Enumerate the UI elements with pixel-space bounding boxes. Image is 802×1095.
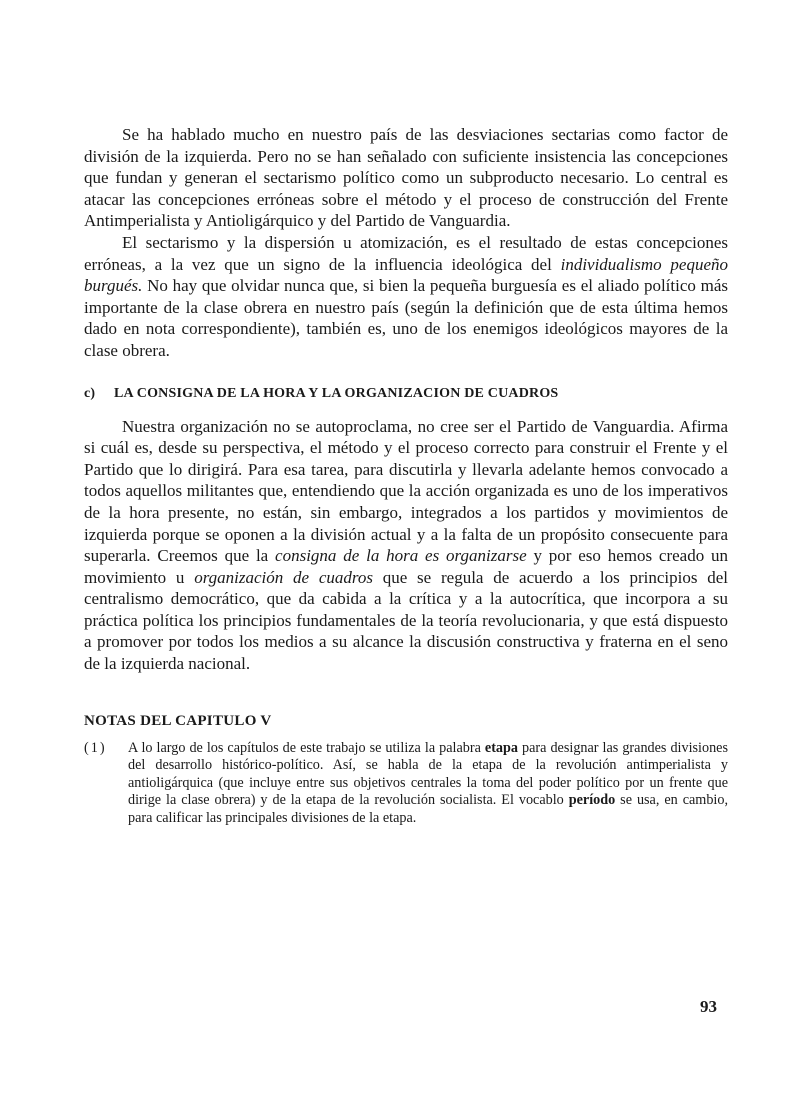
footnote-number: (1) [84,739,107,756]
section-heading [84,386,728,402]
page-content [84,124,728,828]
footnote [84,740,728,828]
emphasis-text: organización de cuadros [194,567,373,587]
emphasis-text: consigna de la hora es organizarse [275,546,527,566]
paragraph-sectarismo-causa [84,232,728,362]
section-title: LA CONSIGNA DE LA HORA Y LA ORGANIZACION DE CUADROS [114,385,559,401]
paragraph-text: No hay que olvidar nunca que, si bien la pequeña burguesía es el aliado político más importante de la clase obrera en nuestro país (según la definición que de esta última hemos dado en nota correspondiente), también es, uno de los enemigos ideológicos mayores de la clase obrera. [84,276,728,360]
emphasis-text: individualismo pequeño burgués. [84,254,728,296]
paragraph-text: que se regula de acuerdo a los principios del centralismo democrático, que da cabida a la crítica y a la autocrítica, que incorpora a su práctica política los principios fundamentales de la teoría revolucionaria, y que está dispuesto a promover por todos los medios a su alcance la discusión constructiva y fraterna en el seno de la izquierda nacional. [84,567,728,674]
paragraph-text: El sectarismo y la dispersión u atomización, es el resultado de estas concepciones erróneas, a la vez que un signo de la influencia ideológica del [84,232,728,274]
page-number: 93 [700,997,717,1016]
footnote-text: para designar las grandes divisiones del desarrollo histórico-político. Así, se habla de la etapa de la revolución antimperialista y antioligárquica (que incluye entre sus objetivos centrales la toma del poder político por un frente que dirige la clase obrera) y de la etapa de la revolución socialista. El vocablo [128,739,729,809]
notes-heading: NOTAS DEL CAPITULO V [84,712,272,729]
paragraph-text: y por eso hemos creado un movimiento u [84,546,729,587]
footnote-text: se usa, en cambio, para calificar las principales divisiones de la etapa. [128,792,728,827]
footnote-text: A lo largo de los capítulos de este trabajo se utiliza la palabra [128,739,485,756]
section-marker: c) [84,385,96,401]
paragraph-sectarismo-intro: Se ha hablado mucho en nuestro país de las desviaciones sectarias como factor de división de la izquierda. Pero no se han señalado con suficiente insistencia las concepciones que fundan y generan el sectarismo político como un subproducto necesario. Lo central es atacar las concepciones erróneas sobre el método y el proceso de construcción del Frente Antimperialista y Antioligárquico y del Partido de Vanguardia. [84,125,728,231]
footnote-bold-term: período [568,792,616,809]
footnote-body [128,740,728,828]
footnote-bold-term: etapa [484,739,519,756]
paragraph-text: Nuestra organización no se autoproclama, no cree ser el Partido de Vanguardia. Afirma si cuál es, desde su perspectiva, el método y el proceso correcto para construir el Frente y el Partido que lo dirigirá. Para esa tarea, para discutirla y llevarla adelante hemos convocado a todos aquellos militantes que, entendiendo que la acción organizada es uno de los imperativos de la hora presente, no están, sin embargo, integrados a los partidos y movimientos de izquierda porque se oponen a la división actual y a la falta de un propósito consecuente para superarla. Creemos que la [84,416,728,566]
paragraph-organizacion [84,416,728,675]
